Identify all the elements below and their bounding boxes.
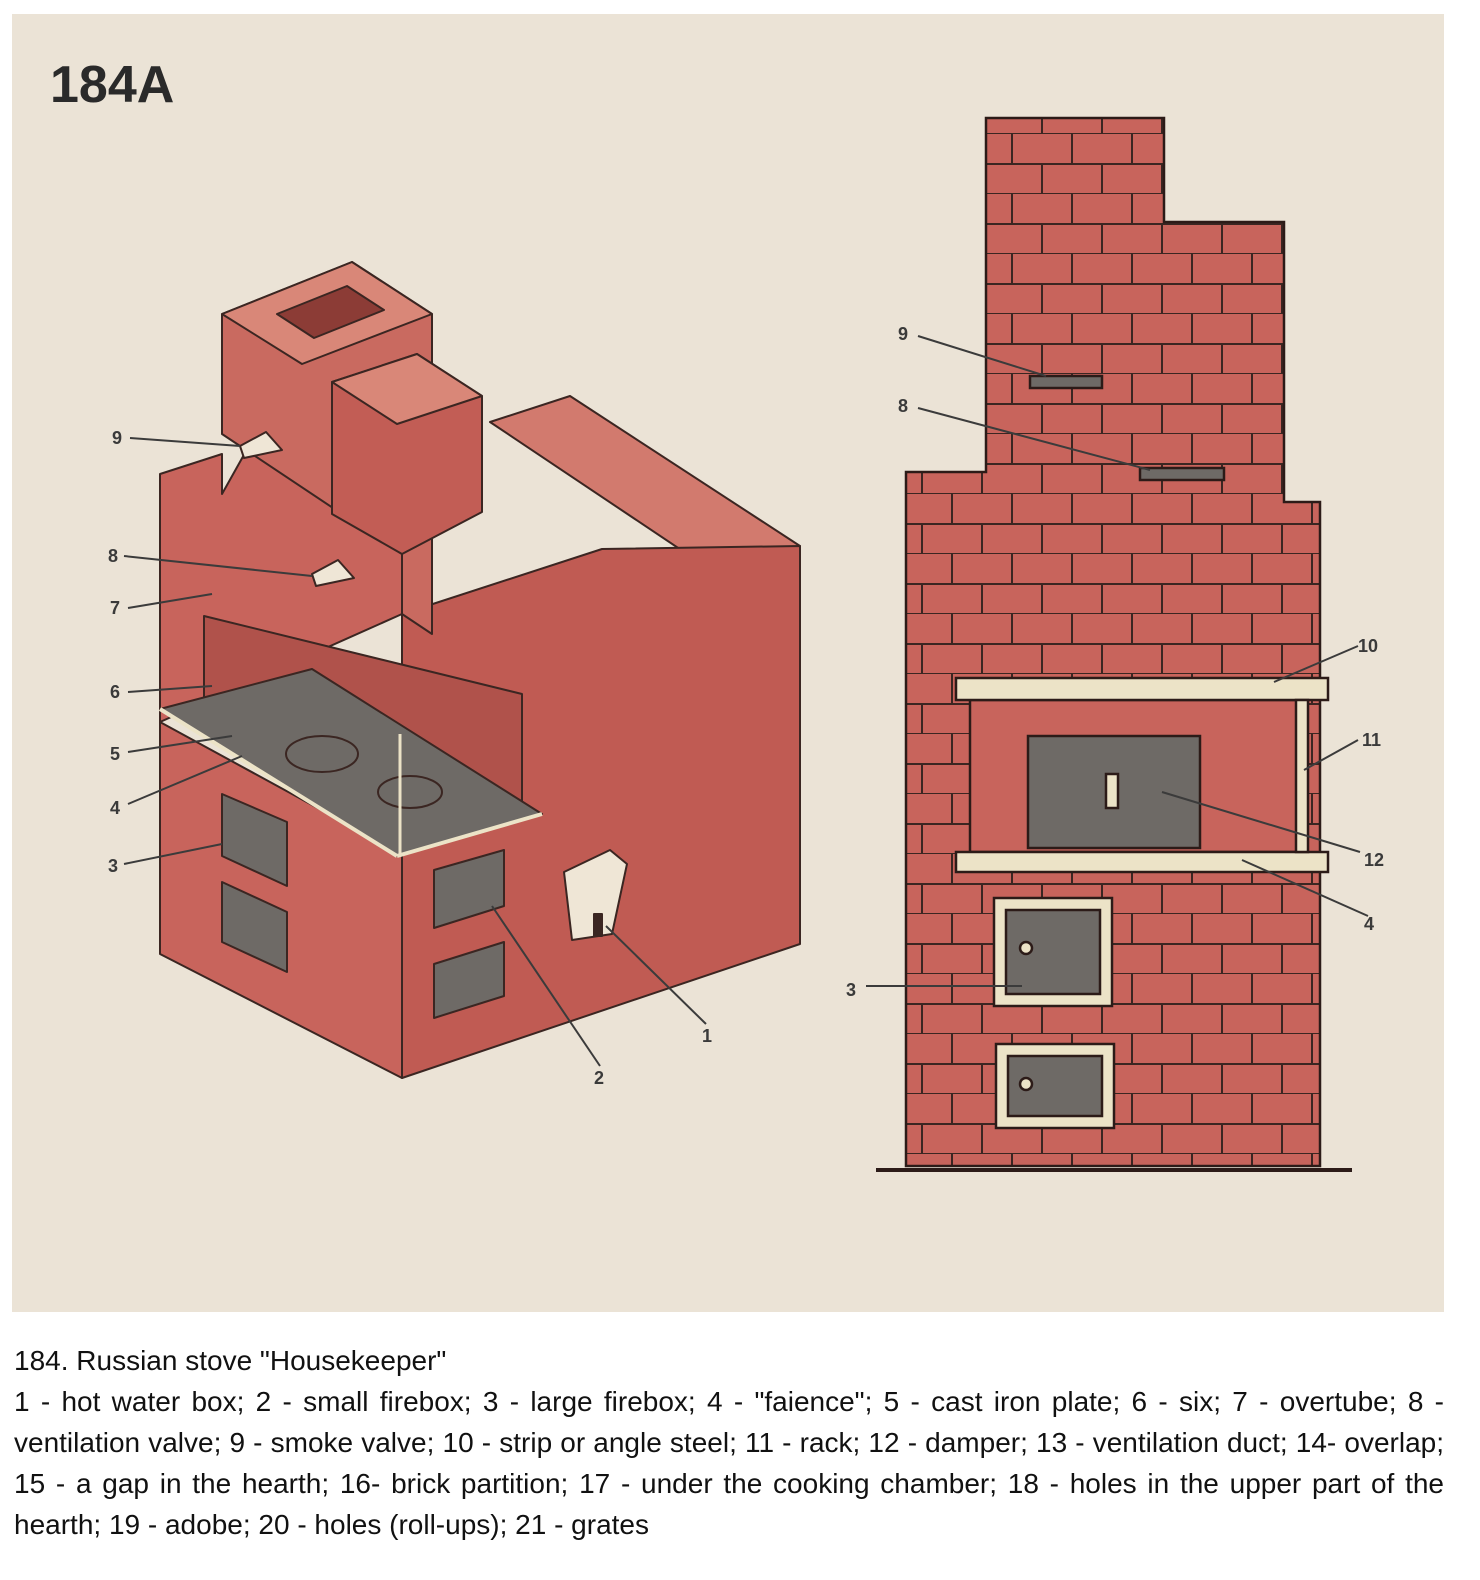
callout-9-left: 9	[112, 428, 123, 448]
stove-diagram	[12, 14, 1444, 1312]
callout-8-left: 8	[108, 546, 119, 566]
ventilation-valve-right	[1140, 468, 1224, 480]
callout-4-left: 4	[110, 798, 121, 818]
large-firebox-knob	[1020, 942, 1032, 954]
callout-8-right: 8	[898, 396, 909, 416]
callout-7-left: 7	[110, 598, 121, 618]
top-steel-strip	[956, 678, 1328, 700]
callout-3-left: 3	[108, 856, 119, 876]
stove-diagram-canvas	[12, 14, 1444, 1312]
bottom-steel-strip	[956, 852, 1328, 872]
callout-9-right: 9	[898, 324, 909, 344]
ash-door-knob	[1020, 1078, 1032, 1090]
callout-1-left: 1	[702, 1026, 713, 1046]
callout-12-right: 12	[1364, 850, 1385, 870]
callout-5-left: 5	[110, 744, 121, 764]
rack-post	[1296, 700, 1308, 852]
callout-6-left: 6	[110, 682, 121, 702]
smoke-valve-right	[1030, 376, 1102, 388]
figure-id-label: 184A	[50, 56, 175, 114]
figure-caption	[14, 1340, 1444, 1545]
callout-10-right: 10	[1358, 636, 1379, 656]
callout-3-right: 3	[846, 980, 857, 1000]
callout-2-left: 2	[594, 1068, 605, 1088]
callout-4-right: 4	[1364, 914, 1375, 934]
caption-title: 184. Russian stove "Housekeeper"	[14, 1345, 447, 1376]
caption-legend: 1 - hot water box; 2 - small firebox; 3 - large firebox; 4 - "faience"; 5 - cast iron plate; 6 - six; 7 - overtube; 8 - ventilation valve; 9 - smoke valve; 10 - strip or angle steel; 11 - rack; 12 - damper; 13 - ventilation duct; 14- overlap; 15 - a gap in the hearth; 16- brick partition; 17 - under the cooking chamber; 18 - holes in the upper part of the hearth; 19 - adobe; 20 - holes (roll-ups); 21 - grates	[14, 1386, 1444, 1540]
damper-handle	[1106, 774, 1118, 808]
hot-water-tap	[594, 914, 602, 936]
callout-11-right: 11	[1362, 730, 1382, 750]
